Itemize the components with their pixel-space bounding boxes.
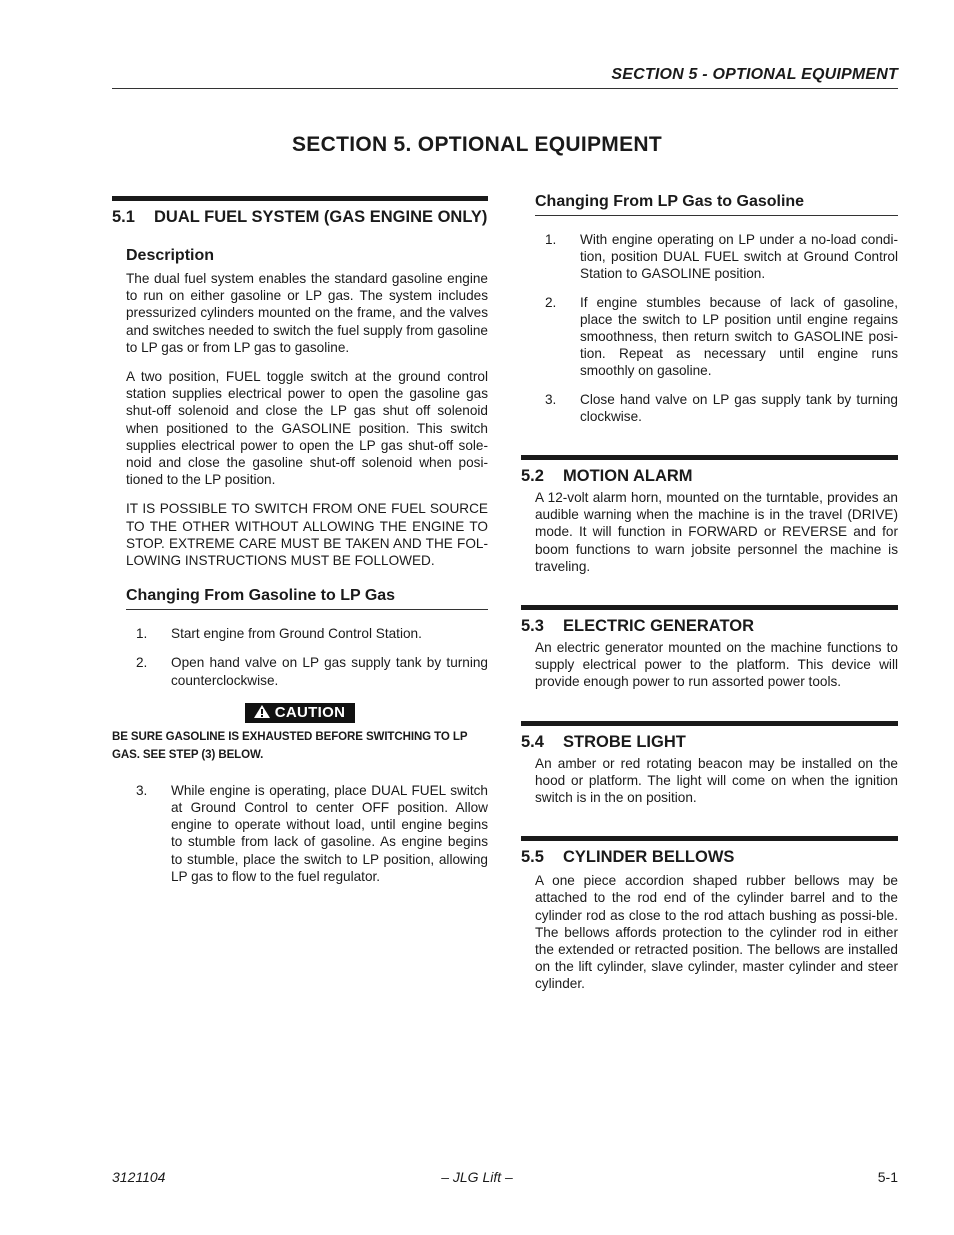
right-column: [521, 192, 898, 993]
step-text: While engine is operating, place DUAL FUEL switch at Ground Control to center OFF position. Allow engine to operate without load, until engine begins to stumble from lack of gasoline. As engine begins to stumble, place the switch to LP position, allowing LP gas to flow to the fuel regulator.: [171, 782, 488, 884]
caution-banner: [112, 703, 488, 723]
step-text: Open hand valve on LP gas supply tank by turning counterclockwise.: [171, 655, 488, 688]
paragraph: A two position, FUEL toggle switch at the ground control station supplies electrical power to open the gasoline gas shut-off solenoid and close the LP gas shut off solenoid when positioned to the GASOLINE position. This switch supplies electrical power to open the LP gas shut-off sole-noid and close the gasoline shut-off solenoid when posi-tioned to the LP position.: [126, 369, 488, 488]
step-number: 3.: [136, 782, 148, 798]
section-number: 5.5: [521, 848, 544, 867]
subsection-heading: Changing From Gasoline to LP Gas: [126, 586, 488, 610]
step-text: If engine stumbles because of lack of gasoline, place the switch to LP position until engine regains smoothness, then return switch to GASOLINE posi-tion. Repeat as necessary until engine runs smoothly on gasoline.: [580, 294, 898, 379]
paragraph: The dual fuel system enables the standard gasoline engine to run on either gasoline or LP gas. The system includes pressurized cylinders mounted on the frame, and the valves and switches needed to switch the fuel supply from gasoline to LP gas or from LP gas to gasoline.: [126, 271, 488, 355]
gasoline-to-lp-steps: [112, 625, 488, 689]
list-item: [521, 231, 898, 283]
section-title: DUAL FUEL SYSTEM (GAS ENGINE ONLY): [154, 208, 488, 226]
paragraph: A one piece accordion shaped rubber bellows may be attached to the rod end of the cylinder barrel and to the cylinder rod as close to the rod attach bushing as possi-ble. The bellows affords protection to the cylinder rod in either the extended or retracted position. The bellows are installed on the lift cylinder, slave cylinder, master cylinder and steer cylinder.: [535, 873, 898, 992]
section-title: MOTION ALARM: [563, 467, 693, 486]
step-text: With engine operating on LP under a no-load condi-tion, position DUAL FUEL switch at Ground Control Station to GASOLINE position.: [580, 232, 898, 282]
step-number: 1.: [136, 626, 148, 642]
footer-brand: – JLG Lift –: [441, 1169, 513, 1185]
description-heading: Description: [126, 247, 215, 264]
section-number: 5.1: [112, 208, 135, 226]
paragraph: IT IS POSSIBLE TO SWITCH FROM ONE FUEL SOURCE TO THE OTHER WITHOUT ALLOWING THE ENGINE TO STOP. EXTREME CARE MUST BE TAKEN AND THE FOL-LOWING INSTRUCTIONS MUST BE FOLLOWED.: [126, 501, 488, 569]
section-title: STROBE LIGHT: [563, 732, 686, 751]
list-item: [112, 782, 488, 885]
paragraph: An electric generator mounted on the machine functions to supply electrical power to the platform. This device will provide enough power to run assorted power tools.: [535, 640, 898, 690]
step-number: 2.: [136, 655, 148, 671]
warning-triangle-icon: [253, 704, 271, 719]
page-title: SECTION 5. OPTIONAL EQUIPMENT: [291, 133, 663, 156]
section-heading: [521, 616, 898, 636]
left-column: [112, 196, 488, 885]
section-5-1: [112, 196, 488, 227]
running-header: SECTION 5 - OPTIONAL EQUIPMENT: [611, 66, 898, 83]
list-item: [521, 294, 898, 380]
caution-label: [245, 703, 355, 723]
header-rule: [112, 88, 898, 89]
list-item: [521, 391, 898, 425]
section-number: 5.3: [521, 617, 544, 636]
description-block: [112, 246, 488, 610]
list-item: [112, 654, 488, 688]
section-5-4: [521, 721, 898, 752]
section-5-3: [521, 605, 898, 636]
footer-page-number: 5-1: [877, 1169, 898, 1185]
section-heading: [112, 207, 488, 227]
section-heading: [521, 847, 898, 867]
step-number: 3.: [545, 391, 557, 407]
lp-to-gasoline-block: [521, 192, 898, 216]
lp-to-gasoline-steps: [521, 231, 898, 425]
paragraph: An amber or red rotating beacon may be installed on the hood or platform. The light will come on when the ignition switch is in the on position.: [535, 755, 898, 806]
caution-text: BE SURE GASOLINE IS EXHAUSTED BEFORE SWITCHING TO LP GAS. SEE STEP (3) BELOW.: [112, 728, 468, 761]
section-heading: [521, 466, 898, 486]
step-text: Close hand valve on LP gas supply tank by turning clockwise.: [580, 391, 898, 424]
paragraph: A 12-volt alarm horn, mounted on the turntable, provides an audible warning when the machine is in the travel (DRIVE) mode. It will function in FORWARD or REVERSE and for boom functions to warn jobsite personnel the machine is traveling.: [535, 490, 898, 574]
footer-doc-number: 3121104: [112, 1169, 166, 1185]
subsection-heading: Changing From LP Gas to Gasoline: [535, 192, 898, 216]
step-number: 2.: [545, 294, 557, 310]
caution-label-text: CAUTION: [274, 703, 346, 721]
section-heading: [521, 732, 898, 752]
gasoline-to-lp-steps-continued: [112, 782, 488, 885]
section-number: 5.4: [521, 732, 544, 751]
list-item: [112, 625, 488, 642]
section-5-2: [521, 455, 898, 486]
section-5-5: [521, 836, 898, 867]
section-title: CYLINDER BELLOWS: [563, 848, 735, 867]
section-title: ELECTRIC GENERATOR: [563, 617, 754, 636]
step-number: 1.: [545, 232, 557, 247]
section-number: 5.2: [521, 467, 544, 486]
step-text: Start engine from Ground Control Station.: [171, 626, 422, 642]
